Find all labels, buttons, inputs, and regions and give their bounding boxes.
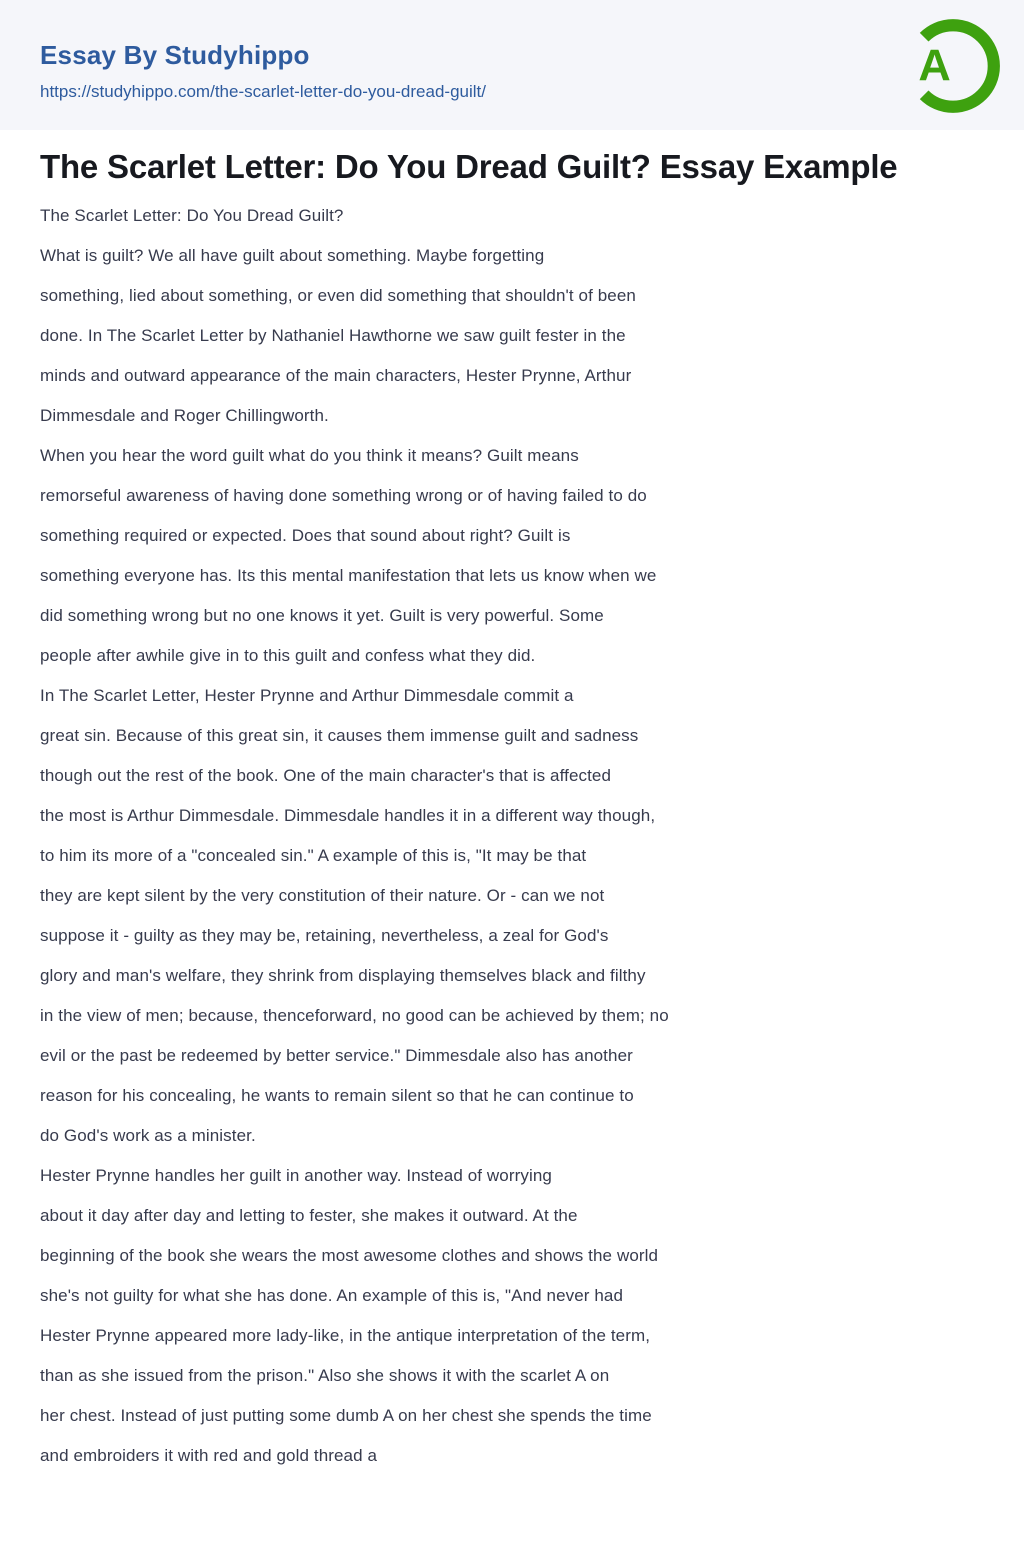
essay-line: and embroiders it with red and gold thread a xyxy=(40,1446,378,1465)
essay-line: the most is Arthur Dimmesdale. Dimmesdale handles it in a different way though, xyxy=(40,806,656,825)
essay-line: did something wrong but no one knows it yet. Guilt is very powerful. Some xyxy=(40,606,604,625)
page-url-link[interactable]: https://studyhippo.com/the-scarlet-letter-do-you-dread-guilt/ xyxy=(40,82,486,101)
essay-line: glory and man's welfare, they shrink from displaying themselves black and filthy xyxy=(40,966,646,985)
essay-line: suppose it - guilty as they may be, retaining, nevertheless, a zeal for God's xyxy=(40,926,609,945)
page-header xyxy=(0,0,1024,130)
essay-line: people after awhile give in to this guilt and confess what they did. xyxy=(40,646,536,665)
essay-line: about it day after day and letting to fester, she makes it outward. At the xyxy=(40,1206,578,1225)
article-title: The Scarlet Letter: Do You Dread Guilt? Essay Example xyxy=(40,148,898,185)
essay-line: something, lied about something, or even did something that shouldn't of been xyxy=(40,286,636,305)
essay-line: do God's work as a minister. xyxy=(40,1126,256,1145)
essay-line: When you hear the word guilt what do you think it means? Guilt means xyxy=(40,446,579,465)
essay-line: Hester Prynne handles her guilt in another way. Instead of worrying xyxy=(40,1166,552,1185)
logo-letter: A xyxy=(918,39,951,91)
essay-line: reason for his concealing, he wants to remain silent so that he can continue to xyxy=(40,1086,634,1105)
essay-line: done. In The Scarlet Letter by Nathaniel Hawthorne we saw guilt fester in the xyxy=(40,326,626,345)
essay-line: to him its more of a "concealed sin." A example of this is, "It may be that xyxy=(40,846,587,865)
essay-line: they are kept silent by the very constitution of their nature. Or - can we not xyxy=(40,886,605,905)
essay-line: she's not guilty for what she has done. An example of this is, "And never had xyxy=(40,1286,624,1305)
essay-line: than as she issued from the prison." Also she shows it with the scarlet A on xyxy=(40,1366,610,1385)
essay-line: What is guilt? We all have guilt about something. Maybe forgetting xyxy=(40,246,545,265)
article xyxy=(0,148,1024,1476)
essay-line: Hester Prynne appeared more lady-like, in the antique interpretation of the term, xyxy=(40,1326,651,1345)
essay-line: though out the rest of the book. One of the main character's that is affected xyxy=(40,766,612,785)
essay-line: evil or the past be redeemed by better service." Dimmesdale also has another xyxy=(40,1046,633,1065)
essay-line: great sin. Because of this great sin, it causes them immense guilt and sadness xyxy=(40,726,639,745)
essay-line: Dimmesdale and Roger Chillingworth. xyxy=(40,406,329,425)
essay-line: remorseful awareness of having done something wrong or of having failed to do xyxy=(40,486,647,505)
essay-line: in the view of men; because, thenceforward, no good can be achieved by them; no xyxy=(40,1006,669,1025)
brand-title: Essay By Studyhippo xyxy=(40,40,310,70)
essay-line: her chest. Instead of just putting some dumb A on her chest she spends the time xyxy=(40,1406,652,1425)
essay-line: something everyone has. Its this mental manifestation that lets us know when we xyxy=(40,566,657,585)
essay-body xyxy=(40,196,984,1476)
essay-line: beginning of the book she wears the most awesome clothes and shows the world xyxy=(40,1246,659,1265)
studyhippo-logo-icon xyxy=(902,15,1004,117)
essay-line: something required or expected. Does that sound about right? Guilt is xyxy=(40,526,571,545)
essay-line: minds and outward appearance of the main characters, Hester Prynne, Arthur xyxy=(40,366,632,385)
essay-line: In The Scarlet Letter, Hester Prynne and Arthur Dimmesdale commit a xyxy=(40,686,574,705)
essay-line: The Scarlet Letter: Do You Dread Guilt? xyxy=(40,206,344,225)
